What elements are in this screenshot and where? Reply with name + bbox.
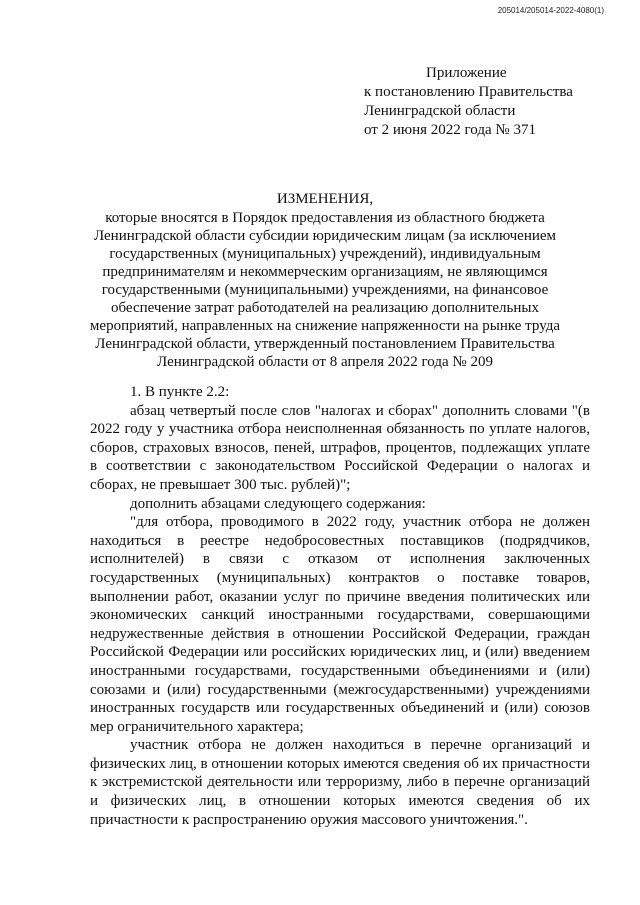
- document-id: 205014/205014-2022-4080(1): [497, 6, 604, 15]
- title-line: предпринимателям и некоммерческим организациям, не являющимся: [102, 264, 548, 280]
- title-line: мероприятий, направленных на снижение напряженности на рынке труда: [89, 318, 561, 334]
- title-line: Ленинградской области, утвержденный постановлением Правительства: [95, 336, 555, 352]
- title-heading: ИЗМЕНЕНИЯ,: [276, 191, 374, 207]
- title-line: Ленинградской области субсидии юридическим лицам (за исключением: [93, 228, 557, 244]
- appendix-date: от 2 июня 2022 года № 371: [364, 122, 536, 138]
- paragraph: абзац четвертый после слов "налогах и сборах" дополнить словами "(в 2022 году у участника отбора неисполненная обязанность по уплате налогов, сборов, страховых взносов, пеней, штрафов, процентов, подлежащих уплате в соответствии с законодательством Российской Федерации о налогах и сборах, не превышает 300 тыс. рублей)";: [90, 402, 590, 493]
- appendix-block: [364, 64, 573, 140]
- appendix-line: к постановлению Правительства: [364, 84, 573, 100]
- paragraph: "для отбора, проводимого в 2022 году, участник отбора не должен находиться в реестре недобросовестных поставщиков (подрядчиков, исполнителей) в связи с отказом от исполнения заключенных государственных (муниципальных) контрактов о поставке товаров, выполнении работ, оказании услуг по причине введения политических или экономических санкций иностранными государствами, совершающими недружественные действия в отношении Российской Федерации, граждан Российской Федерации или российских юридических лиц, и (или) введением иностранными государствами, государственными объединениями и (или) союзами и (или) государственными (межгосударственными) учреждениями иностранных государств или государственных объединений и (или) союзов мер ограничительного характера;: [90, 514, 590, 735]
- title-line: которые вносятся в Порядок предоставления из областного бюджета: [105, 210, 545, 226]
- paragraph: участник отбора не должен находиться в перечне организаций и физических лиц, в отношении которых имеются сведения об их причастности к экстремистской деятельности или терроризму, либо в перечне организаций и физических лиц, в отношении которых имеются сведения об их причастности к распространению оружия массового уничтожения.".: [90, 737, 590, 828]
- title-line: Ленинградской области от 8 апреля 2022 года № 209: [157, 354, 493, 370]
- appendix-line: Ленинградской области: [364, 103, 516, 119]
- paragraph: дополнить абзацами следующего содержания:: [130, 495, 426, 512]
- title-line: государственных (муниципальных) учреждений), индивидуальным: [109, 246, 541, 262]
- document-title: [60, 190, 590, 371]
- title-line: государственными (муниципальными) учреждениями, на финансовое: [101, 282, 549, 298]
- title-line: обеспечение затрат работодателей на реализацию дополнительных: [111, 300, 539, 316]
- appendix-label: Приложение: [426, 65, 507, 81]
- paragraph-point-1: 1. В пункте 2.2:: [130, 384, 230, 400]
- document-body: [90, 383, 590, 829]
